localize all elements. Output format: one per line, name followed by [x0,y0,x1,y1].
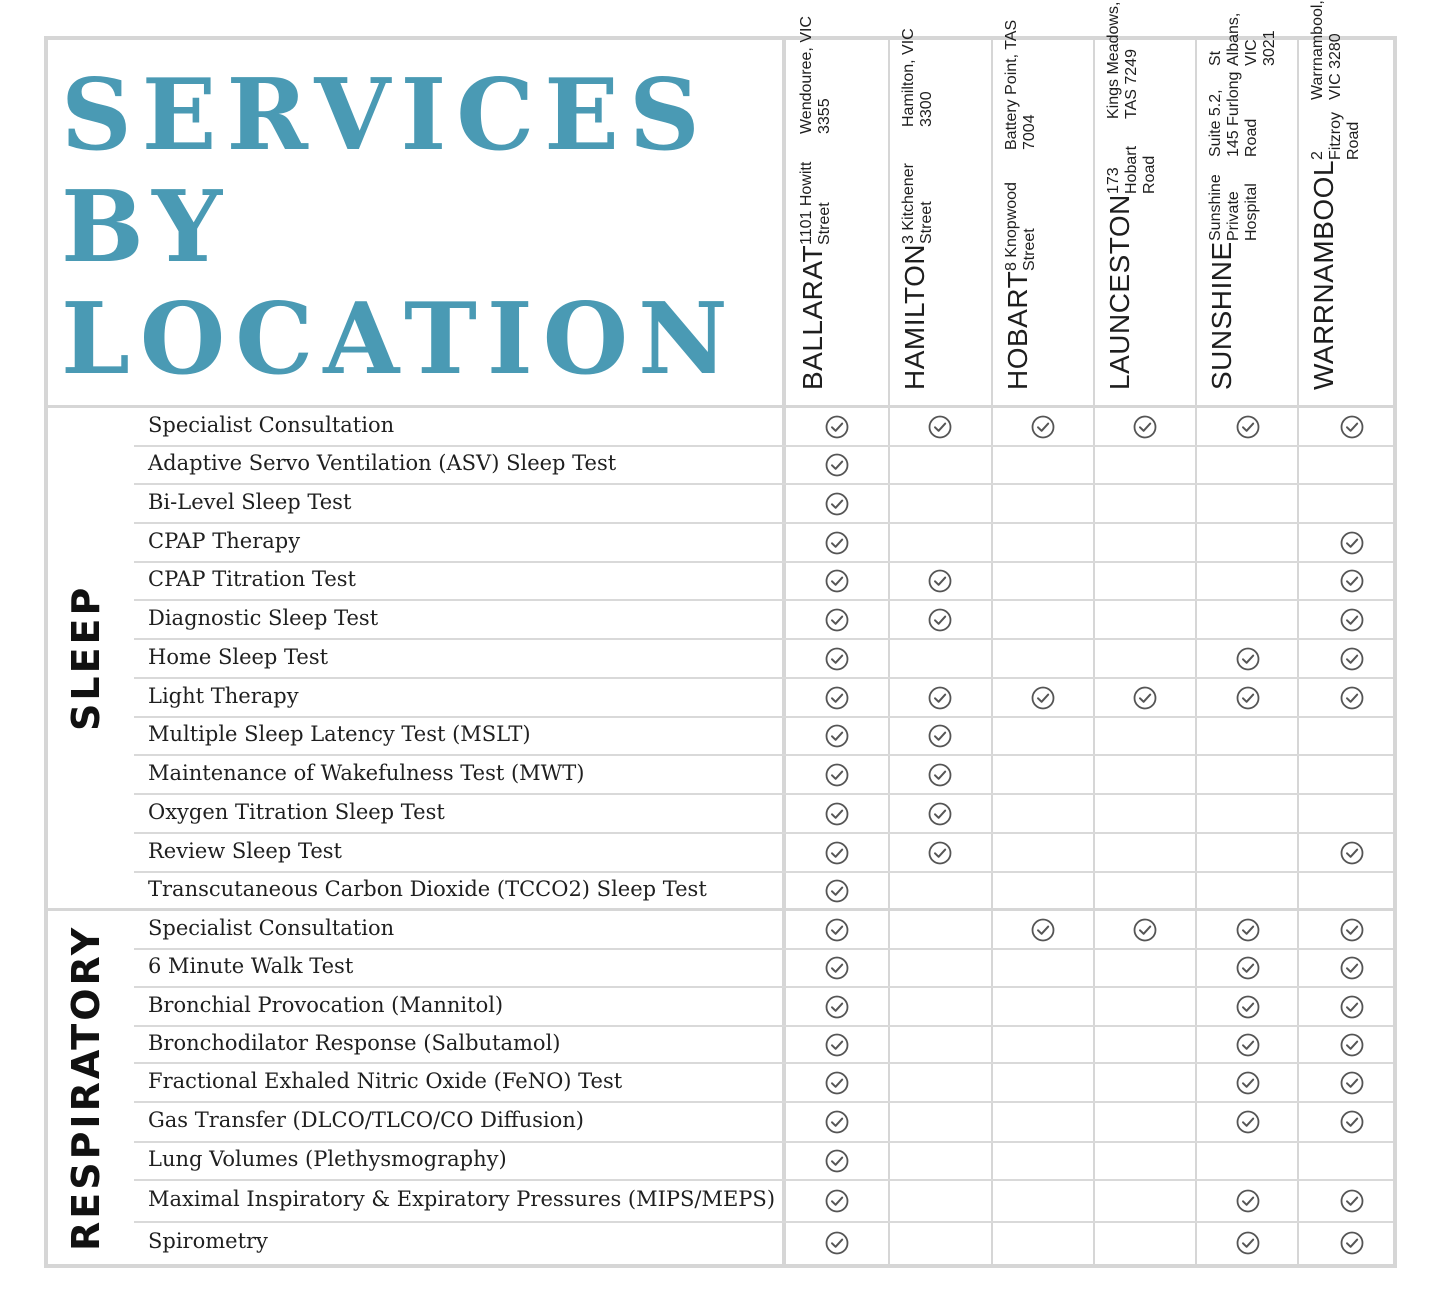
row-divider [134,754,1393,756]
check-circle-icon [1340,1110,1364,1134]
check-circle-icon [1236,918,1260,942]
service-name: Bi-Level Sleep Test [148,489,352,514]
location-address-line: 1101 Howitt Street [798,161,833,245]
row-divider [134,1179,1393,1181]
service-name: 6 Minute Walk Test [148,954,354,978]
check-circle-icon [825,608,849,632]
check-circle-icon [825,1149,849,1173]
check-circle-icon [1340,569,1364,593]
location-header-hobart [1003,0,1091,390]
check-circle-icon [1236,415,1260,439]
check-circle-icon [825,1033,849,1057]
check-circle-icon [825,686,849,710]
title-line-1: SERVICES [61,58,710,173]
row-divider [134,677,1393,679]
check-circle-icon [825,802,849,826]
check-circle-icon [825,453,849,477]
check-circle-icon [928,724,952,748]
check-circle-icon [1340,531,1364,555]
check-circle-icon [1340,1231,1364,1255]
check-circle-icon [825,724,849,748]
check-circle-icon [1236,956,1260,980]
check-circle-icon [1133,918,1157,942]
column-divider [888,40,890,1264]
check-circle-icon [1236,686,1260,710]
check-circle-icon [825,1231,849,1255]
check-circle-icon [825,415,849,439]
location-name: BALLARAT [797,244,828,390]
check-circle-icon [1340,1189,1364,1213]
row-divider [134,1141,1393,1143]
check-circle-icon [1236,1110,1260,1134]
location-address-line: Warrnambool, VIC 3280 [1309,0,1344,100]
service-name: Specialist Consultation [148,915,395,940]
service-name: Transcutaneous Carbon Dioxide (TCCO2) Sleep Test [148,877,707,901]
location-name: SUNSHINE [1206,241,1237,390]
check-circle-icon [1236,1071,1260,1095]
check-circle-icon [1133,686,1157,710]
service-name: CPAP Titration Test [148,567,356,591]
row-divider [134,522,1393,524]
location-name: LAUNCESTON [1104,194,1135,390]
check-circle-icon [1340,647,1364,671]
check-circle-icon [1236,995,1260,1019]
location-header-warrnambool [1309,0,1391,390]
row-divider [134,948,1393,950]
check-circle-icon [928,763,952,787]
check-circle-icon [1236,1033,1260,1057]
location-address-line: Battery Point, TAS 7004 [1003,20,1038,151]
check-circle-icon [1236,647,1260,671]
check-circle-icon [825,879,849,903]
check-circle-icon [928,841,952,865]
page-title [61,60,738,396]
row-divider [134,599,1393,601]
row-divider [134,445,1393,447]
row-divider [134,638,1393,640]
service-name: Multiple Sleep Latency Test (MSLT) [148,722,531,746]
location-address-line: Hamilton, VIC 3300 [900,28,935,127]
row-divider [134,1221,1393,1223]
check-circle-icon [825,647,849,671]
column-divider [991,40,993,1264]
check-circle-icon [1340,995,1364,1019]
check-circle-icon [1340,1033,1364,1057]
check-circle-icon [1340,686,1364,710]
column-divider [1195,40,1197,1264]
service-name: Maximal Inspiratory & Expiratory Pressures (MIPS/MEPS) [148,1187,776,1211]
row-divider [134,716,1393,718]
location-name: WARRNAMBOOL [1308,159,1339,390]
check-circle-icon [825,763,849,787]
service-name: Light Therapy [148,683,299,708]
check-circle-icon [825,1071,849,1095]
service-name: Bronchodilator Response (Salbutamol) [148,1030,561,1055]
section-divider [48,908,1393,911]
check-circle-icon [1340,608,1364,632]
section-label-sleep: SLEEP [64,584,108,732]
location-address-line: St Albans, VIC 3021 [1207,12,1278,66]
service-name: Maintenance of Wakefulness Test (MWT) [148,760,585,785]
row-divider [134,986,1393,988]
title-line-2: BY [61,170,233,285]
check-circle-icon [825,956,849,980]
service-name: Gas Transfer (DLCO/TLCO/CO Diffusion) [148,1108,584,1132]
check-circle-icon [1340,841,1364,865]
check-circle-icon [1340,415,1364,439]
service-name: Diagnostic Sleep Test [148,605,379,630]
check-circle-icon [928,415,952,439]
check-circle-icon [1236,1189,1260,1213]
location-header-sunshine [1207,0,1295,390]
section-divider [48,405,1393,408]
service-name: Bronchial Provocation (Mannitol) [148,992,504,1017]
check-circle-icon [928,569,952,593]
row-divider [134,483,1393,485]
row-divider [134,1062,1393,1064]
location-address-line: 2 Fitzroy Road [1309,111,1362,160]
service-name: Lung Volumes (Plethysmography) [148,1147,507,1171]
service-name: Spirometry [148,1229,268,1253]
check-circle-icon [1340,1071,1364,1095]
row-divider [134,832,1393,834]
check-circle-icon [825,569,849,593]
location-address-line: 173 Hobart Road [1105,146,1158,195]
location-address-line: 8 Knopwood Street [1003,181,1038,271]
column-divider [782,40,786,1264]
service-name: Review Sleep Test [148,838,342,863]
section-label-respiratory: RESPIRATORY [64,924,108,1252]
service-name: Oxygen Titration Sleep Test [148,799,445,824]
row-divider [134,793,1393,795]
location-header-ballarat [798,0,886,390]
check-circle-icon [1031,686,1055,710]
check-circle-icon [1133,415,1157,439]
location-name: HAMILTON [899,243,930,390]
check-circle-icon [825,995,849,1019]
check-circle-icon [1031,415,1055,439]
check-circle-icon [928,608,952,632]
service-name: Adaptive Servo Ventilation (ASV) Sleep Test [148,451,617,475]
service-name: Fractional Exhaled Nitric Oxide (FeNO) Test [148,1068,623,1093]
check-circle-icon [825,492,849,516]
check-circle-icon [928,686,952,710]
service-name: Specialist Consultation [148,413,395,437]
check-circle-icon [825,841,849,865]
location-header-launceston [1105,0,1193,390]
location-name: HOBART [1002,270,1033,390]
check-circle-icon [1340,956,1364,980]
check-circle-icon [825,918,849,942]
location-address-line: Kings Meadows, TAS 7249 [1105,1,1140,119]
row-divider [134,1025,1393,1027]
title-line-3: LOCATION [61,282,738,397]
location-address-line: 3 Kitchener Street [900,162,935,244]
location-address-line: Sunshine Private Hospital [1207,174,1260,242]
check-circle-icon [825,1189,849,1213]
location-address-line: Wendouree, VIC 3355 [798,16,833,135]
check-circle-icon [1340,918,1364,942]
check-circle-icon [1236,1231,1260,1255]
row-divider [134,1101,1393,1103]
service-name: Home Sleep Test [148,644,329,669]
check-circle-icon [928,802,952,826]
location-address-line: Suite 5.2, 145 Furlong Road [1207,71,1260,158]
check-circle-icon [825,531,849,555]
row-divider [134,871,1393,873]
service-name: CPAP Therapy [148,528,301,553]
column-divider [1297,40,1299,1264]
row-divider [134,561,1393,563]
location-header-hamilton [900,0,989,390]
check-circle-icon [1031,918,1055,942]
check-circle-icon [825,1110,849,1134]
column-divider [1093,40,1095,1264]
